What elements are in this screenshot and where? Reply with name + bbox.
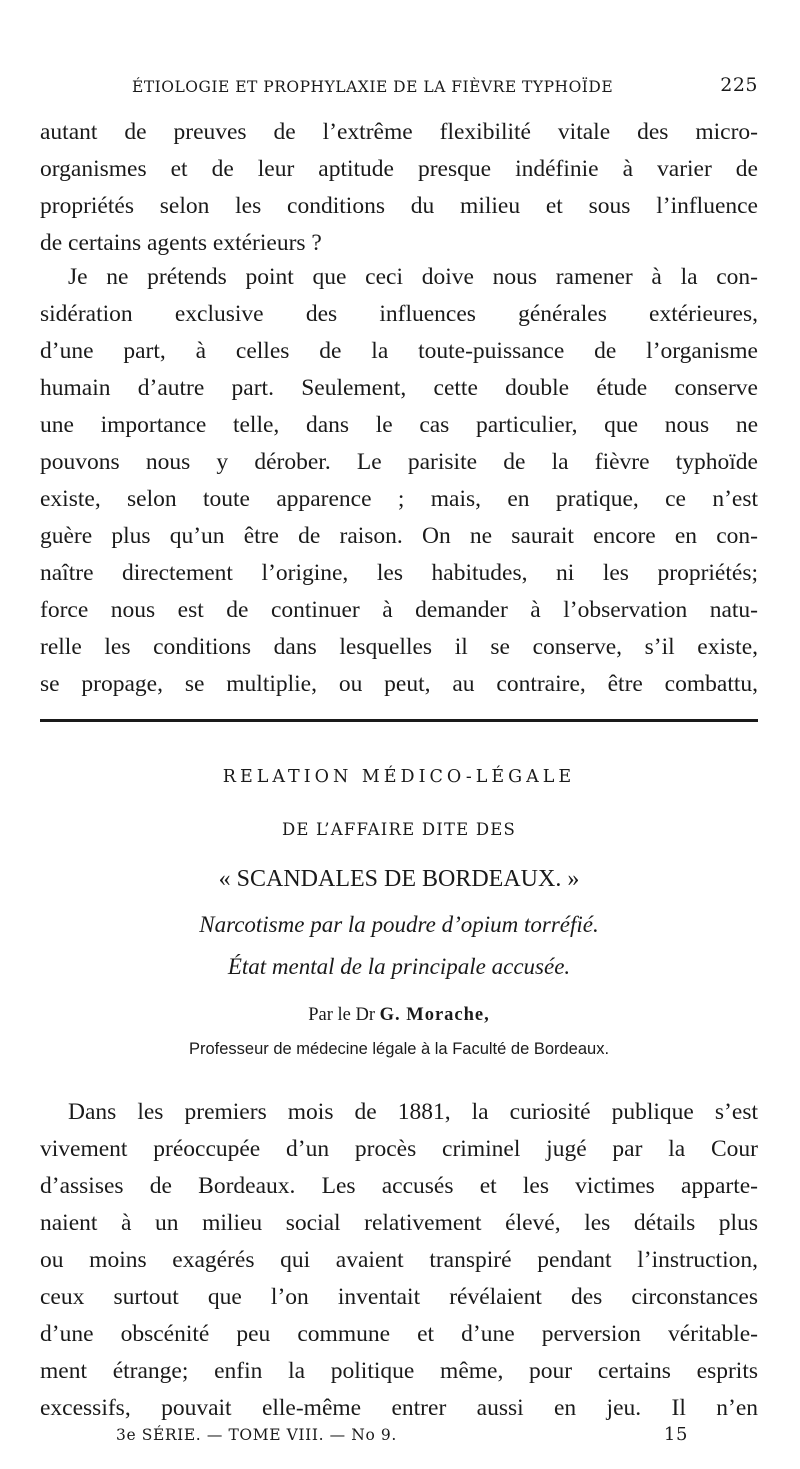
running-title: ÉTIOLOGIE ET PROPHYLAXIE DE LA FIÈVRE TYPHOÏDE [132,78,614,96]
page-number: 225 [720,74,758,96]
text-line: force nous est de continuer à demander à l’observation natu- [40,597,758,623]
text-line: de certains agents extérieurs ? [40,230,322,256]
text-line: excessifs, pouvait elle-même entrer aussi en jeu. Il n’en [40,1395,758,1421]
section-title: RELATION MÉDICO-LÉGALE [222,767,576,787]
section-quoted-title: « SCANDALES DE BORDEAUX. » [218,866,580,892]
text-line: relle les conditions dans lesquelles il se conserve, s’il existe, [40,634,758,660]
paragraph-continuation [40,114,758,262]
paragraph-parasite [40,259,758,703]
page-footer [40,1424,758,1448]
section-italic-line-1: Narcotisme par la poudre d’opium torréfié. [199,912,599,937]
author-affiliation: Professeur de médecine légale à la Faculté de Bordeaux. [188,1040,610,1058]
text-line: naient à un milieu social relativement élevé, les détails plus [40,1210,758,1236]
text-line: existe, selon toute apparence ; mais, en pratique, ce n’est [40,486,758,512]
text-line: naître directement l’origine, les habitudes, ni les propriétés; [40,560,758,586]
text-line: ou moins exagérés qui avaient transpiré pendant l’instruction, [40,1247,758,1273]
text-line: pouvons nous y dérober. Le parisite de la fièvre typhoïde [40,449,758,475]
author-line [40,1005,758,1026]
series-info: 3e SÉRIE. — TOME VIII. — No 9. [116,1426,397,1444]
text-line: propriétés selon les conditions du milieu et sous l’influence [40,193,758,219]
text-line: guère plus qu’un être de raison. On ne saurait encore en con- [40,523,758,549]
paragraph-article-body [40,1094,758,1427]
text-line: ceux surtout que l’on inventait révélaient des circonstances [40,1284,758,1310]
text-line: organismes et de leur aptitude presque indéfinie à varier de [40,156,758,182]
text-line: Je ne prétends point que ceci doive nous ramener à la con- [68,264,758,290]
text-line: se propage, se multiplie, ou peut, au contraire, être combattu, [40,671,758,697]
text-line: vivement préoccupée d’un procès criminel jugé par la Cour [40,1136,758,1162]
running-header [40,74,758,104]
section-italic-line-2: État mental de la principale accusée. [227,954,571,979]
section-divider [40,719,758,722]
signature-number: 15 [663,1424,688,1445]
text-line: d’une part, à celles de la toute-puissance de l’organisme [40,338,758,364]
text-line: humain d’autre part. Seulement, cette double étude conserve [40,375,758,401]
text-line: d’assises de Bordeaux. Les accusés et les victimes apparte- [40,1173,758,1199]
text-line: ment étrange; enfin la politique même, pour certains esprits [40,1358,758,1384]
author-name: G. Morache, [379,1005,490,1025]
text-line: autant de preuves de l’extrême flexibilité vitale des micro- [40,119,758,145]
text-line: une importance telle, dans le cas particulier, que nous ne [40,412,758,438]
text-line: sidération exclusive des influences générales extérieures, [40,301,758,327]
author-prefix: Par le Dr [308,1005,375,1025]
section-subtitle: DE L’AFFAIRE DITE DES [281,820,517,839]
text-line: Dans les premiers mois de 1881, la curiosité publique s’est [68,1099,758,1125]
text-line: d’une obscénité peu commune et d’une perversion véritable- [40,1321,758,1347]
